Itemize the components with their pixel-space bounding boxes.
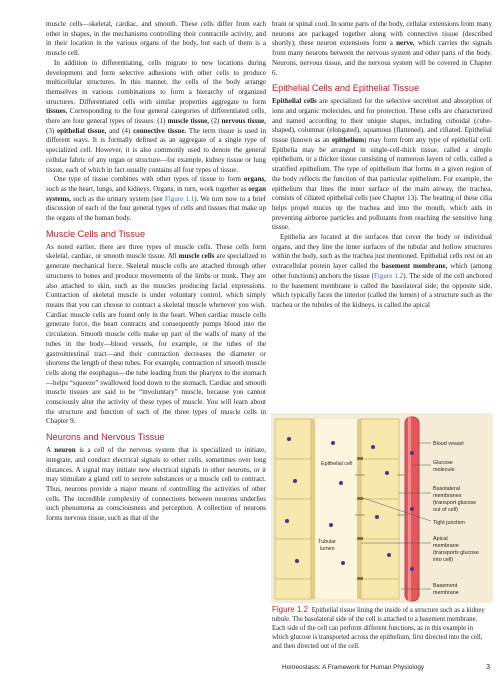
figure-number: Figure 1.2 [272, 605, 309, 614]
label-tubular: Tubular [318, 539, 337, 545]
glucose-molecule [387, 553, 391, 557]
label-basement-membrane: membrane [433, 590, 459, 596]
text: (3) [46, 126, 58, 135]
text: ). We turn now to a brief discussion of each of the four general types of cells and tissues that make up the organs of the human body. [46, 194, 267, 223]
key-term: nerve, [396, 39, 415, 48]
paragraph [46, 20, 266, 59]
figure-epithelial-diagram [271, 413, 493, 603]
section-heading-muscle: Muscle Cells and Tissue [46, 228, 146, 239]
label-apical-note2: into cell) [433, 557, 454, 563]
label-tight-junction: Tight junction [433, 520, 465, 526]
tight-junction-mark [357, 497, 363, 500]
key-term: organ systems, [46, 184, 266, 203]
glucose-molecule [339, 481, 343, 485]
epithelial-cells-left [275, 419, 311, 599]
text: such as the urinary system (see [70, 194, 165, 203]
text: One type of tissue combines with other types of tissue to form [54, 175, 244, 184]
paragraph [46, 446, 266, 524]
paragraph [272, 20, 492, 78]
label-basement: Basement [433, 583, 458, 589]
label-apical-membrane: membrane [433, 543, 459, 549]
figure-caption [272, 605, 490, 651]
footer-title: Homeostasis: A Framework for Human Physiology [282, 664, 425, 671]
key-term: connective tissue. [133, 126, 187, 135]
key-term: tissues. [46, 107, 68, 116]
label-epithelial-cell: Epithelial cell [321, 461, 353, 467]
epithelial-cell [275, 539, 311, 579]
epithelial-cell [361, 459, 399, 499]
text: ) may form from any type of epithelial cell. Epithelia may be arranged in single-cell-thick tissue, called a simple epithelium, or a thicker tissue consisting of numerous layers of cells, called a stratified epithelium. The type of epithelium that forms in a given region of the body reflects the function of that particular epithelium. For example, the epithelium that lines the inner surface of the main airway, the trachea, consists of ciliated epithelial cells (see Chapter 13). The beating of these cilia helps propel mucus up the trachea and into the mouth, which aids in preventing airborne particles and pollutants from reaching the sensitive lung tissue. [272, 136, 492, 232]
key-term: Epithelial cells [272, 97, 317, 106]
section-heading-neurons: Neurons and Nervous Tissue [46, 432, 165, 443]
tight-junction-mark [357, 457, 363, 460]
epithelial-cell [361, 579, 399, 599]
text: are specialized for the selective secretion and absorption of ions and organic molecules, and for protection. These cells are characterized and named according to their unique shapes, including cuboidal (cube-shaped), columnar (elongated), squamous (flattened), and ciliated. Epithelial tissue (known as an [272, 97, 492, 145]
text: In addition to differentiating, cells migrate to new locations during development and form selective adhesions with other cells to produce multicellular structures. In this manner, the cells of the body arrange themselves in various combinations to form a hierarchy of organized structures. Differentiated cells with similar properties aggregate to form [46, 58, 266, 106]
text: A [46, 446, 55, 455]
label-basolateral-note2: out of cell) [433, 507, 458, 513]
key-term: nervous tissue, [221, 117, 267, 126]
text: are specialized to generate mechanical force. Skeletal muscle cells are attached through other structures to bones and produce movements of the limbs or trunk. They are also attached to skin, such as the muscles producing facial expressions. Contraction of skeletal muscle is under voluntary control, which simply means that you can choose to contract a skeletal muscle whenever you wish. Cardiac muscle cells are found only in the heart. When cardiac muscle cells generate force, the heart contracts and consequently pumps blood into the circulation. Smooth muscle cells make up part of the walls of many of the tubes in the body—blood vessels, for example, or the tubes of the gastrointestinal tract—and their contraction decreases the diameter or shortens the length of these tubes. For example, contraction of smooth muscle cells along the esophagus—the tube leading from the pharynx to the stomach—helps “squeeze” swallowed food down to the stomach. Cardiac and smooth muscle tissues are said to be “involuntary” muscle, because you cannot consciously alter the activity of these types of muscle. You will learn about the structure and function of each of the three types of muscle cells in Chapter 9. [46, 252, 267, 426]
figure-link[interactable]: Figure 1.1 [164, 194, 195, 203]
right-column [272, 20, 492, 311]
glucose-molecule [329, 523, 333, 527]
epithelial-cell [361, 539, 399, 579]
epithelial-diagram [271, 413, 493, 603]
label-lumen: lumen [320, 546, 335, 552]
basement-membrane-right [357, 419, 361, 599]
glucose-molecule [341, 561, 345, 565]
paragraph [46, 175, 266, 224]
text: brain or spinal cord. In some parts of the body, cellular extensions from many neurons are packaged together along with connective tissue (described shortly); these neuron extensions form a [272, 20, 492, 48]
paragraph [46, 59, 266, 175]
text: is a cell of the nervous system that is specialized to initiate, integrate, and conduct electrical signals to other cells, sometimes over long distances. A signal may initiate new electrical signals in other neurons, or it may stimulate a gland cell to secrete substances or a muscle cell to contract. Thus, neurons provide a major means of controlling the activities of other cells. The incredible complexity of connections between neurons underlies such phenomena as consciousness and perception. A collection of neurons forms nervous tissue, such as that of the [46, 446, 266, 523]
left-column [46, 20, 266, 524]
glucose-molecule [293, 479, 297, 483]
caption-text: Epithelial tissue lining the inside of a structure such as a kidney tubule. The basolateral side of the cell is attached to a basement membrane. Each side of the cell can perform different functions, as in this example in which glucose is transported across the epithelium, first directed into the cell, and then directed out of the cell. [272, 607, 485, 650]
glucose-molecule [375, 515, 379, 519]
label-blood-vessel: Blood vessel [433, 441, 464, 447]
paragraph [272, 97, 492, 233]
tight-junction-mark [357, 577, 363, 580]
glucose-molecule [410, 567, 414, 571]
text: ). The side of the cell anchored to the basement membrane is called the basolateral side; the opposite side, which typically faces the interior (called the lumen) of a structure such as the trachea or the tubules of the kidneys, is called the apical [272, 271, 492, 309]
epithelial-cell [361, 499, 399, 539]
label-basolateral: Basolateral [433, 486, 460, 492]
label-glucose-molecule: molecule [433, 467, 455, 473]
section-heading-epithelial: Epithelial Cells and Epithelial Tissue [272, 83, 420, 94]
paragraph [46, 243, 266, 427]
label-apical-note1: (transports glucose [433, 550, 479, 556]
epithelial-cell [361, 419, 399, 459]
glucose-molecule [410, 451, 414, 455]
text: (2) [209, 117, 222, 126]
page-footer [282, 664, 490, 674]
key-term: neuron [54, 446, 76, 455]
epithelial-cell [275, 579, 311, 599]
glucose-molecule [371, 445, 375, 449]
epithelial-cells-right [361, 419, 399, 599]
text: Epithelia are located at the surfaces that cover the body or individual organs, and they line the inner surfaces of the tubular and hollow structures within the body, such as the trachea just mentioned. Epithelial cells rest on an extracellular protein layer called the [272, 233, 492, 271]
key-term: muscle cells [178, 252, 215, 261]
glucose-molecule [385, 471, 389, 475]
paragraph [272, 233, 492, 311]
glucose-molecule [410, 507, 414, 511]
text: which (among other functions) anchors the tissue ( [272, 262, 492, 280]
epithelial-cell [275, 419, 311, 459]
key-term: epithelium [331, 136, 365, 145]
figure-link[interactable]: Figure 1.2 [374, 271, 404, 280]
text: muscle cells—skeletal, cardiac, and smooth. These cells differ from each other in shapes, in the mechanisms controlling their contractile activity, and in their location in the various organs of the body, but each of them is a muscle cell. [46, 20, 266, 58]
text: and (4) [106, 126, 134, 135]
glucose-molecule [331, 441, 335, 445]
page-number: 3 [486, 664, 490, 671]
label-apical: Apical [433, 536, 448, 542]
text: Corresponding to the four general categories of differentiated cells, there are four general types of tissues: (1) [46, 107, 266, 126]
epithelial-cell [275, 459, 311, 499]
basement-membrane-left [311, 419, 315, 599]
epithelial-cell [275, 499, 311, 539]
text: such as the heart, lungs, and kidneys. Organs, in turn, work together as [46, 184, 249, 193]
text: As noted earlier, there are three types of muscle cells. These cells form skeletal, cardiac, or smooth muscle tissue. All [46, 242, 266, 261]
tight-junction-mark [357, 537, 363, 540]
key-term: basement membrane, [381, 262, 448, 271]
glucose-molecule [295, 559, 299, 563]
label-basolateral-membranes: membranes [433, 493, 462, 499]
text: The term tissue is used in different ways. It is formally defined as an aggregate of a single type of specialized cell. However, it is also commonly used to denote the general cellular fabric of any organ or structure—for example, kidney tissue or lung tissue, each of which in fact usually contains all four types of tissue. [46, 126, 267, 174]
glucose-molecule [287, 437, 291, 441]
key-term: organs, [243, 175, 266, 184]
key-term: epithelial tissue, [57, 126, 107, 135]
label-basolateral-note1: (transport glucose [433, 500, 477, 506]
glucose-molecule [285, 519, 289, 523]
tubular-lumen [315, 419, 357, 599]
key-term: muscle tissue, [167, 117, 210, 126]
label-glucose: Glucose [433, 460, 453, 466]
text: which carries the signals from many neurons between the nervous system and other parts of the body. Neurons, nervous tissue, and the nervous system will be covered in Chapter 6. [272, 39, 493, 77]
